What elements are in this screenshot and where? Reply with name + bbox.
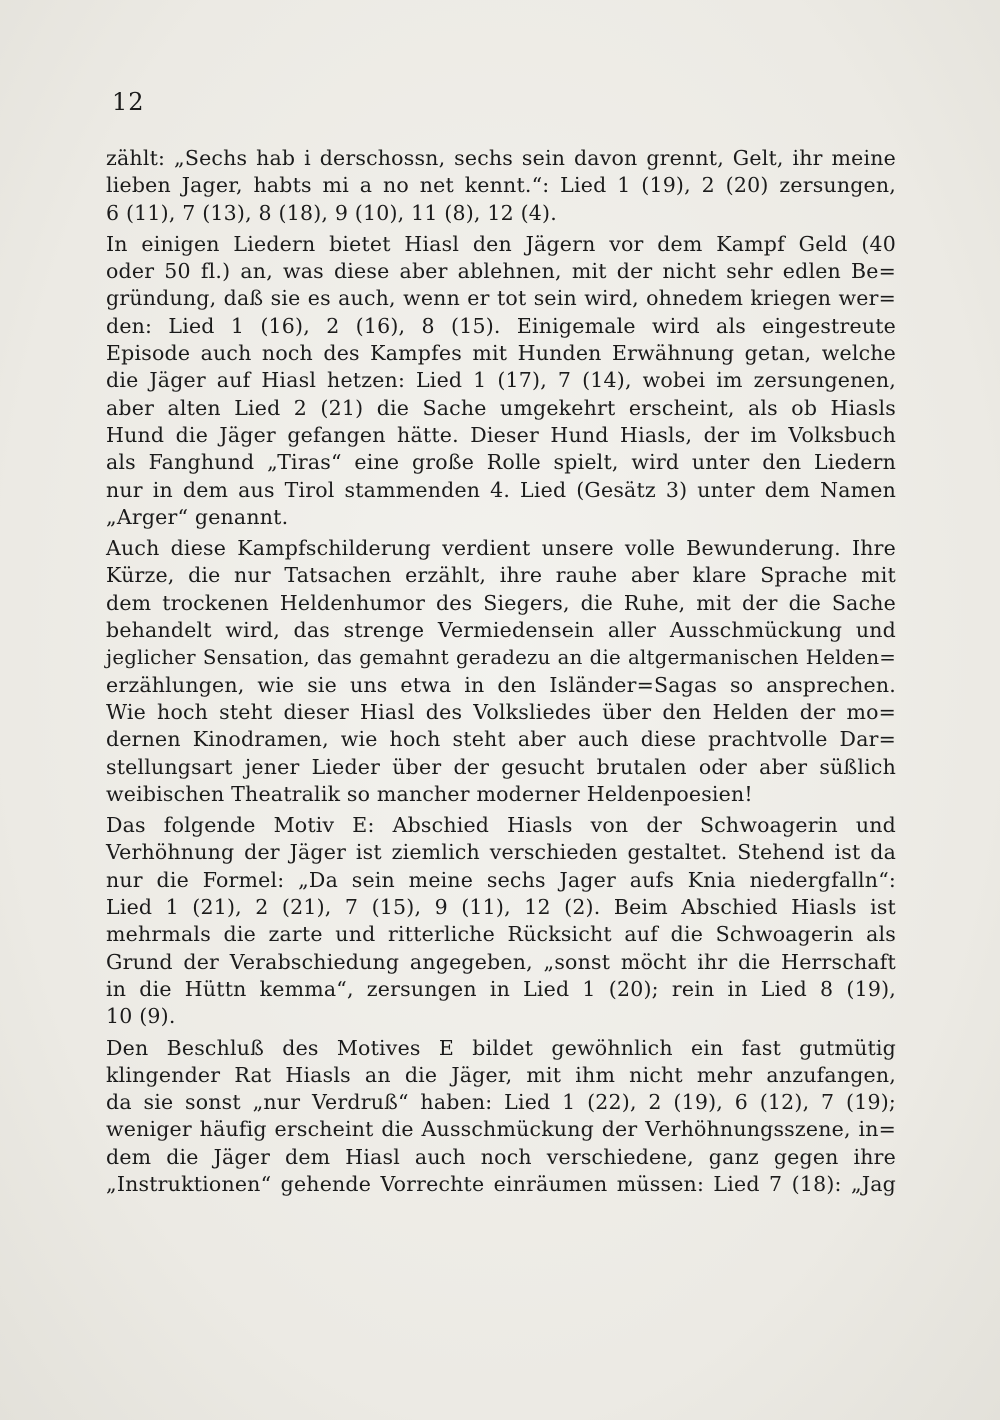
- page-number: 12: [112, 88, 145, 116]
- text-line: Hund die Jäger gefangen hätte. Dieser Hund Hiasls, der im Volksbuch: [106, 422, 896, 447]
- text-line: In einigen Liedern bietet Hiasl den Jägern vor dem Kampf Geld (40: [106, 231, 896, 256]
- text-line: 10 (9).: [106, 1004, 176, 1029]
- text-line: 6 (11), 7 (13), 8 (18), 9 (10), 11 (8), 12 (4).: [106, 200, 557, 225]
- paragraph: [106, 231, 896, 531]
- text-line: den: Lied 1 (16), 2 (16), 8 (15). Einigemale wird als eingestreute: [106, 313, 896, 338]
- text-line: erzählungen, wie sie uns etwa in den Isländer=Sagas so ansprechen.: [106, 672, 896, 697]
- text-line: in die Hüttn kemma“, zersungen in Lied 1 (20); rein in Lied 8 (19),: [106, 976, 896, 1001]
- text-line: zählt: „Sechs hab i derschossn, sechs sein davon grennt, Gelt, ihr meine: [106, 146, 896, 170]
- text-line: gründung, daß sie es auch, wenn er tot sein wird, ohnedem kriegen wer=: [106, 286, 896, 311]
- text-line: nur die Formel: „Da sein meine sechs Jager aufs Knia niedergfalln“:: [106, 867, 896, 892]
- text-line: aber alten Lied 2 (21) die Sache umgekehrt erscheint, als ob Hiasls: [106, 395, 896, 420]
- text-line: Episode auch noch des Kampfes mit Hunden Erwähnung getan, welche: [106, 341, 896, 366]
- text-line: stellungsart jener Lieder über der gesucht brutalen oder aber süßlich: [106, 754, 896, 779]
- text-line: dernen Kinodramen, wie hoch steht aber auch diese prachtvolle Dar=: [106, 727, 896, 752]
- text-line: die Jäger auf Hiasl hetzen: Lied 1 (17), 7 (14), wobei im zersungenen,: [106, 368, 896, 393]
- text-line: da sie sonst „nur Verdruß“ haben: Lied 1 (22), 2 (19), 6 (12), 7 (19);: [106, 1090, 896, 1115]
- text-line: lieben Jager, habts mi a no net kennt.“: Lied 1 (19), 2 (20) zersungen,: [106, 173, 896, 198]
- text-line: Lied 1 (21), 2 (21), 7 (15), 9 (11), 12 (2). Beim Abschied Hiasls ist: [106, 895, 896, 920]
- text-line: klingender Rat Hiasls an die Jäger, mit ihm nicht mehr anzufangen,: [106, 1062, 896, 1087]
- text-line: „Instruktionen“ gehende Vorrechte einräumen müssen: Lied 7 (18): „Jag: [106, 1171, 896, 1196]
- body-text: [106, 145, 896, 1198]
- text-line: Wie hoch steht dieser Hiasl des Volksliedes über den Helden der mo=: [106, 699, 896, 724]
- text-line: jeglicher Sensation, das gemahnt geradezu an die altgermanischen Helden=: [106, 646, 896, 670]
- text-line: Grund der Verabschiedung angegeben, „sonst möcht ihr die Herrschaft: [106, 949, 896, 974]
- text-line: Auch diese Kampfschilderung verdient unsere volle Bewunderung. Ihre: [106, 536, 896, 561]
- paragraph: [106, 145, 896, 227]
- text-line: „Arger“ genannt.: [106, 504, 289, 529]
- text-line: behandelt wird, das strenge Vermiedensein aller Ausschmückung und: [106, 618, 896, 643]
- paragraph: [106, 1035, 896, 1199]
- text-line: weniger häufig erscheint die Ausschmückung der Verhöhnungsszene, in=: [106, 1117, 896, 1142]
- text-line: dem trockenen Heldenhumor des Siegers, die Ruhe, mit der die Sache: [106, 590, 896, 615]
- text-line: Das folgende Motiv E: Abschied Hiasls von der Schwoagerin und: [106, 813, 896, 838]
- text-line: weibischen Theatralik so mancher moderner Heldenpoesien!: [106, 781, 753, 806]
- text-line: dem die Jäger dem Hiasl auch noch verschiedene, ganz gegen ihre: [106, 1144, 896, 1169]
- text-line: oder 50 fl.) an, was diese aber ablehnen, mit der nicht sehr edlen Be=: [106, 259, 896, 284]
- paragraph: [106, 812, 896, 1030]
- paragraph: [106, 535, 896, 808]
- text-line: Den Beschluß des Motives E bildet gewöhnlich ein fast gutmütig: [106, 1035, 896, 1060]
- text-line: nur in dem aus Tirol stammenden 4. Lied (Gesätz 3) unter dem Namen: [106, 477, 896, 502]
- text-line: Verhöhnung der Jäger ist ziemlich verschieden gestaltet. Stehend ist da: [106, 840, 896, 865]
- text-line: Kürze, die nur Tatsachen erzählt, ihre rauhe aber klare Sprache mit: [106, 563, 896, 588]
- text-line: als Fanghund „Tiras“ eine große Rolle spielt, wird unter den Liedern: [106, 450, 896, 475]
- text-line: mehrmals die zarte und ritterliche Rücksicht auf die Schwoagerin als: [106, 922, 896, 947]
